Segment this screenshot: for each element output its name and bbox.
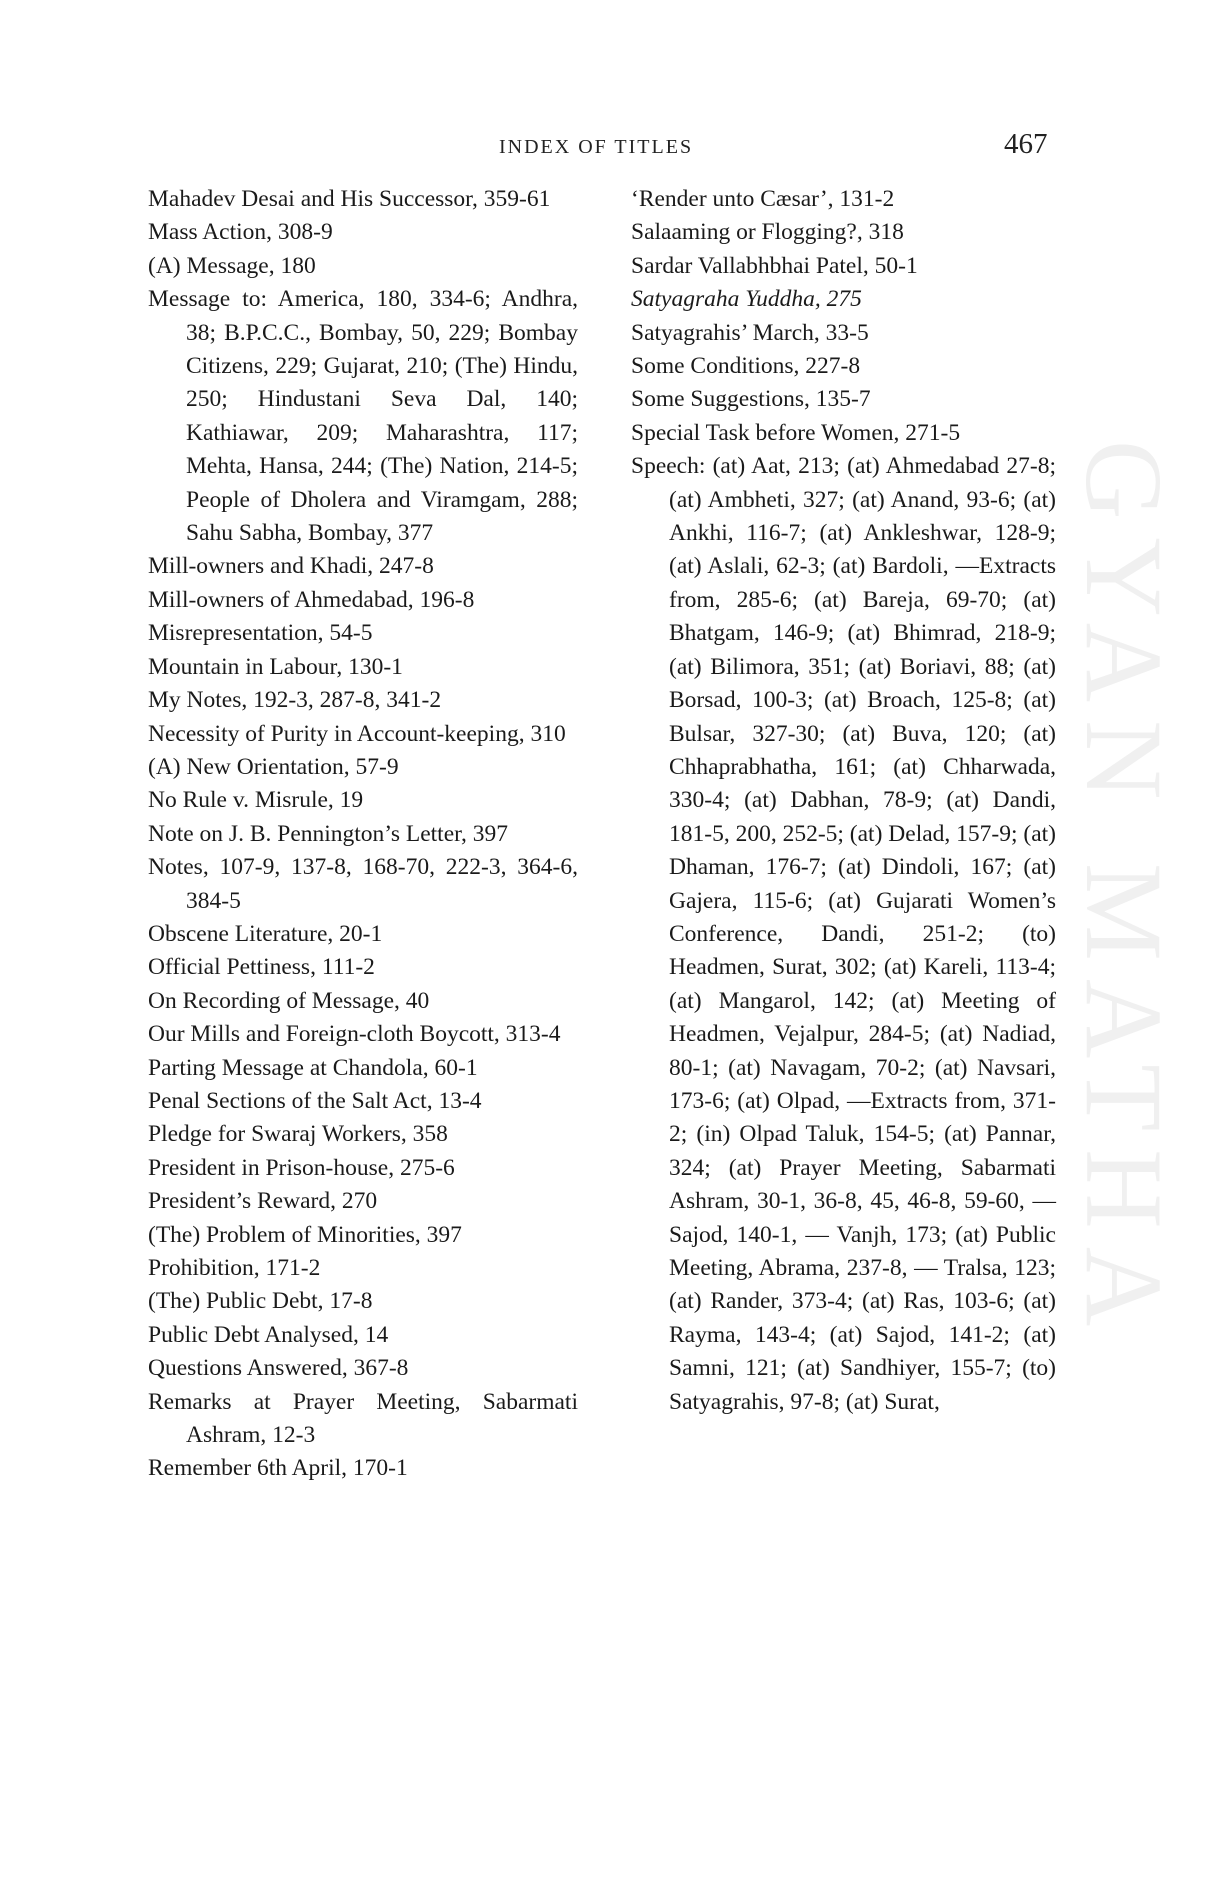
index-entry: Official Pettiness, 111-2	[148, 954, 375, 981]
index-entry: Necessity of Purity in Account-keeping, 310	[148, 720, 566, 747]
index-entry: Pledge for Swaraj Workers, 358	[148, 1121, 448, 1148]
index-entry: Mahadev Desai and His Successor, 359-61	[148, 186, 551, 212]
index-entry: Questions Answered, 367-8	[148, 1355, 409, 1382]
index-entry: Note on J. B. Pennington’s Letter, 397	[148, 820, 509, 847]
index-entry: Mill-owners and Khadi, 247-8	[148, 553, 434, 580]
index-entry: Mill-owners of Ahmedabad, 196-8	[148, 586, 475, 613]
index-column-left	[148, 183, 578, 1486]
index-entry: Satyagraha Yuddha, 275	[631, 286, 862, 313]
index-entry: Some Conditions, 227-8	[631, 353, 861, 380]
index-entry: Our Mills and Foreign-cloth Boycott, 313-4	[148, 1021, 561, 1048]
index-entry: Notes, 107-9, 137-8, 168-70, 222-3, 364-6, 384-5	[148, 854, 578, 914]
index-entry: Mass Action, 308-9	[148, 219, 333, 246]
index-entry: (A) New Orientation, 57-9	[148, 753, 399, 780]
index-entry: Mountain in Labour, 130-1	[148, 653, 403, 680]
index-entry: No Rule v. Misrule, 19	[148, 787, 364, 814]
index-entry: Penal Sections of the Salt Act, 13-4	[148, 1087, 482, 1114]
index-entry: Parting Message at Chandola, 60-1	[148, 1054, 478, 1081]
index-entry: President’s Reward, 270	[148, 1188, 378, 1215]
index-entry: Speech: (at) Aat, 213; (at) Ahmedabad 27-8; (at) Ambheti, 327; (at) Anand, 93-6; (at) Ankhi, 116-7; (at) Ankleshwar, 128-9; (at) Aslali, 62-3; (at) Bardoli, —Extracts from, 285-6; (at) Bareja, 69-70; (at) Bhatgam, 146-9; (at) Bhimrad, 218-9; (at) Bilimora, 351; (at) Boriavi, 88; (at) Borsad, 100-3; (at) Broach, 125-8; (at) Bulsar, 327-30; (at) Buva, 120; (at) Chhaprabhatha, 161; (at) Chharwada, 330-4; (at) Dabhan, 78-9; (at) Dandi, 181-5, 200, 252-5; (at) Delad, 157-9; (at) Dhaman, 176-7; (at) Dindoli, 167; (at) Gajera, 115-6; (at) Gujarati Women’s Conference, Dandi, 251-2; (to) Headmen, Surat, 302; (at) Kareli, 113-4; (at) Mangarol, 142; (at) Meeting of Headmen, Vejalpur, 284-5; (at) Nadiad, 80-1; (at) Navagam, 70-2; (at) Navsari, 173-6; (at) Olpad, —Extracts from, 371-2; (in) Olpad Taluk, 154-5; (at) Pannar, 324; (at) Prayer Meeting, Sabarmati Ashram, 30-1, 36-8, 45, 46-8, 59-60, — Sajod, 140-1, — Vanjh, 173; (at) Public Meeting, Abrama, 237-8, — Tralsa, 123; (at) Rander, 373-4; (at) Ras, 103-6; (at) Rayma, 143-4; (at) Sajod, 141-2; (at) Samni, 121; (at) Sandhiyer, 155-7; (to) Satyagrahis, 97-8; (at) Surat,	[631, 453, 1056, 1415]
index-entry: Some Suggestions, 135-7	[631, 386, 871, 413]
index-entry: Prohibition, 171-2	[148, 1255, 321, 1281]
index-entry: Public Debt Analysed, 14	[148, 1321, 389, 1348]
index-entry: President in Prison-house, 275-6	[148, 1154, 455, 1181]
index-entry: Special Task before Women, 271-5	[631, 419, 961, 446]
index-entry: (The) Problem of Minorities, 397	[148, 1221, 462, 1248]
index-entry: Remarks at Prayer Meeting, Sabarmati Ashram, 12-3	[148, 1388, 578, 1449]
index-entry: On Recording of Message, 40	[148, 987, 430, 1014]
running-head: INDEX OF TITLES	[499, 136, 694, 158]
page-number: 467	[1004, 128, 1048, 160]
watermark: GYAN MATHA	[1063, 440, 1185, 1345]
index-entry: (The) Public Debt, 17-8	[148, 1288, 373, 1315]
index-entry: My Notes, 192-3, 287-8, 341-2	[148, 687, 442, 714]
index-entry: Salaaming or Flogging?, 318	[631, 219, 904, 246]
index-entry: Obscene Literature, 20-1	[148, 920, 383, 947]
index-entry: Remember 6th April, 170-1	[148, 1455, 408, 1482]
index-entry: Satyagrahis’ March, 33-5	[631, 319, 869, 346]
index-column-right	[631, 183, 1056, 1419]
index-entry: Message to: America, 180, 334-6; Andhra, 38; B.P.C.C., Bombay, 50, 229; Bombay Citizens, 229; Gujarat, 210; (The) Hindu, 250; Hindustani Seva Dal, 140; Kathiawar, 209; Maharashtra, 117; Mehta, Hansa, 244; (The) Nation, 214-5; People of Dholera and Viramgam, 288; Sahu Sabha, Bombay, 377	[148, 286, 578, 547]
index-entry: Sardar Vallabhbhai Patel, 50-1	[631, 252, 918, 279]
index-entry: Misrepresentation, 54-5	[148, 620, 373, 647]
index-entry: ‘Render unto Cæsar’, 131-2	[631, 186, 895, 212]
index-entry: (A) Message, 180	[148, 252, 316, 279]
